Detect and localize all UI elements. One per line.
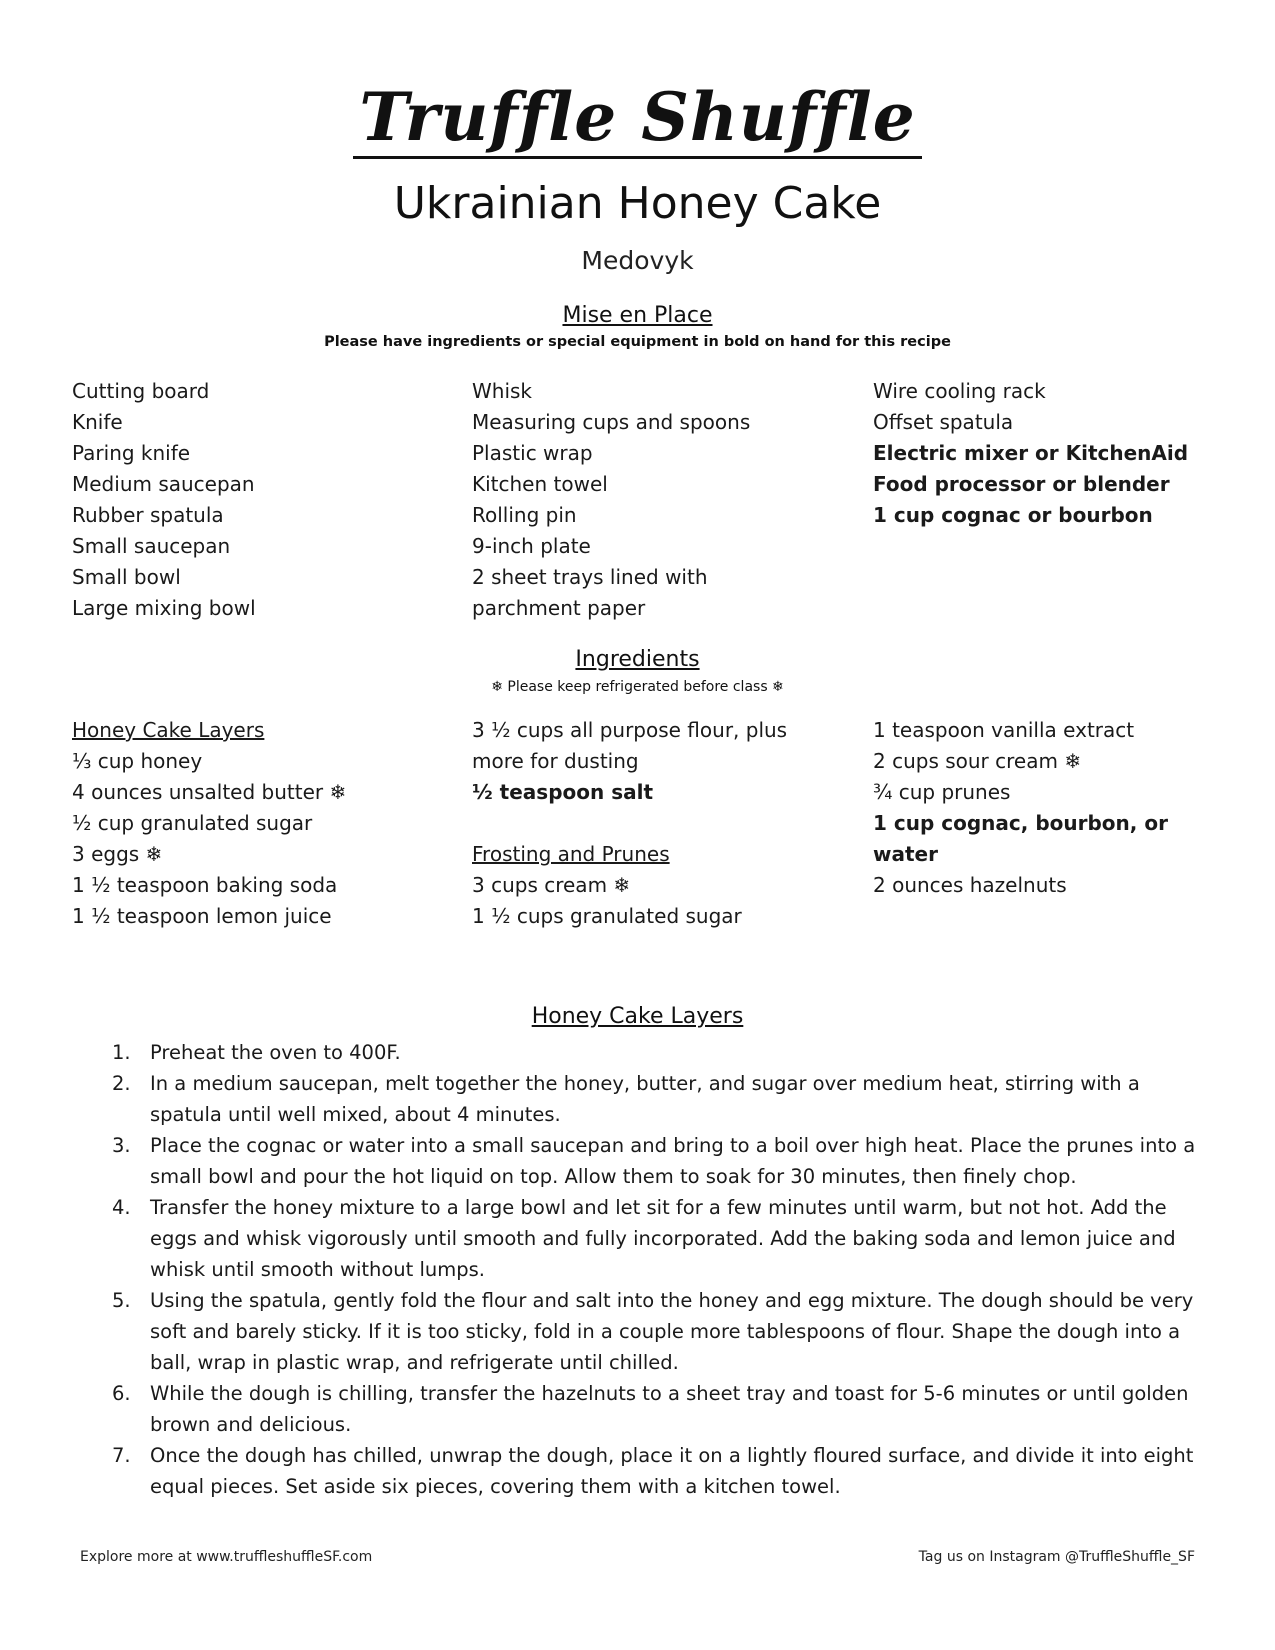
- ingredients-column-3: [873, 715, 1253, 901]
- required-ingredient-item: 1 cup cognac, bourbon, or: [873, 811, 1168, 835]
- equipment-item: Paring knife: [72, 441, 191, 465]
- ingredients-column-1: [72, 715, 452, 932]
- brand-logo: Truffle Shuffle: [0, 78, 1275, 156]
- equipment-item: Small bowl: [72, 565, 181, 589]
- equipment-item: Cutting board: [72, 379, 210, 403]
- ingredient-item: 1 ½ cups granulated sugar: [472, 904, 742, 928]
- frosting-subheading: Frosting and Prunes: [472, 842, 670, 866]
- mise-column-3: [873, 376, 1253, 531]
- equipment-item: Offset spatula: [873, 410, 1014, 434]
- required-equipment-item: 1 cup cognac or bourbon: [873, 503, 1153, 527]
- equipment-item: Large mixing bowl: [72, 596, 256, 620]
- ingredient-item: more for dusting: [472, 749, 639, 773]
- ingredients-heading: Ingredients: [575, 647, 700, 672]
- instruction-step: 1. Preheat the oven to 400F.: [112, 1041, 401, 1064]
- equipment-item: Rolling pin: [472, 503, 577, 527]
- equipment-item: Kitchen towel: [472, 472, 608, 496]
- page-title: Ukrainian Honey Cake: [393, 178, 882, 229]
- required-ingredient-item: ½ teaspoon salt: [472, 780, 654, 804]
- instruction-step: 2. In a medium saucepan, melt together the honey, butter, and sugar over medium heat, stirring with a spatula until well mixed, about 4 minutes.: [112, 1072, 1140, 1126]
- refrigerate-note: ❄ Please keep refrigerated before class ❄: [491, 679, 784, 695]
- required-ingredient-item: water: [873, 842, 938, 866]
- footer-website: Explore more at www.truffleshuffleSF.com: [80, 1549, 373, 1565]
- instruction-step: 5. Using the spatula, gently fold the flour and salt into the honey and egg mixture. The dough should be very soft and barely sticky. If it is too sticky, fold in a couple more tablespoons of flour. Shape the dough into a ball, wrap in plastic wrap, and refrigerate until chilled.: [112, 1289, 1194, 1374]
- ingredients-column-2: [472, 715, 852, 932]
- ingredient-item: 2 cups sour cream ❄: [873, 749, 1082, 773]
- mise-heading: Mise en Place: [562, 303, 713, 328]
- ingredient-item: 4 ounces unsalted butter ❄: [72, 780, 347, 804]
- equipment-item: Medium saucepan: [72, 472, 255, 496]
- mise-column-2: [472, 376, 852, 624]
- instruction-steps: [72, 1037, 1202, 1502]
- mise-note: Please have ingredients or special equipment in bold on hand for this recipe: [324, 334, 951, 350]
- ingredient-item: ½ cup granulated sugar: [72, 811, 313, 835]
- equipment-item: Plastic wrap: [472, 441, 593, 465]
- equipment-item: 9-inch plate: [472, 534, 591, 558]
- instruction-step: 3. Place the cognac or water into a small saucepan and bring to a boil over high heat. Place the prunes into a small bowl and pour the hot liquid on top. Allow them to soak for 30 minutes, then finely chop.: [112, 1134, 1196, 1188]
- ingredient-item: 1 ½ teaspoon baking soda: [72, 873, 338, 897]
- equipment-item: Whisk: [472, 379, 533, 403]
- equipment-item: parchment paper: [472, 596, 646, 620]
- honey-layers-subheading: Honey Cake Layers: [72, 718, 265, 742]
- ingredient-item: ⅓ cup honey: [72, 749, 203, 773]
- required-equipment-item: Food processor or blender: [873, 472, 1170, 496]
- ingredient-item: 1 teaspoon vanilla extract: [873, 718, 1135, 742]
- instructions-heading: Honey Cake Layers: [531, 1004, 744, 1029]
- equipment-item: Knife: [72, 410, 123, 434]
- required-equipment-item: Electric mixer or KitchenAid: [873, 441, 1189, 465]
- page-subtitle: Medovyk: [581, 246, 694, 275]
- instruction-step: 4. Transfer the honey mixture to a large bowl and let sit for a few minutes until warm, but not hot. Add the eggs and whisk vigorously until smooth and fully incorporated. Add the baking soda and lemon juice and whisk until smooth without lumps.: [112, 1196, 1176, 1281]
- footer-instagram: Tag us on Instagram @TruffleShuffle_SF: [918, 1549, 1195, 1565]
- ingredient-item: 1 ½ teaspoon lemon juice: [72, 904, 332, 928]
- ingredient-item: 3 ½ cups all purpose flour, plus: [472, 718, 788, 742]
- instruction-step: 6. While the dough is chilling, transfer the hazelnuts to a sheet tray and toast for 5-6 minutes or until golden brown and delicious.: [112, 1382, 1189, 1436]
- ingredient-item: 3 eggs ❄: [72, 842, 163, 866]
- equipment-item: Measuring cups and spoons: [472, 410, 751, 434]
- instruction-step: 7. Once the dough has chilled, unwrap the dough, place it on a lightly floured surface, and divide it into eight equal pieces. Set aside six pieces, covering them with a kitchen towel.: [112, 1444, 1194, 1498]
- mise-column-1: [72, 376, 452, 624]
- equipment-item: 2 sheet trays lined with: [472, 565, 708, 589]
- spacer: [472, 808, 852, 839]
- equipment-item: Wire cooling rack: [873, 379, 1046, 403]
- ingredient-item: 3 cups cream ❄: [472, 873, 631, 897]
- equipment-item: Small saucepan: [72, 534, 231, 558]
- ingredient-item: ¾ cup prunes: [873, 780, 1011, 804]
- equipment-item: Rubber spatula: [72, 503, 224, 527]
- ingredient-item: 2 ounces hazelnuts: [873, 873, 1067, 897]
